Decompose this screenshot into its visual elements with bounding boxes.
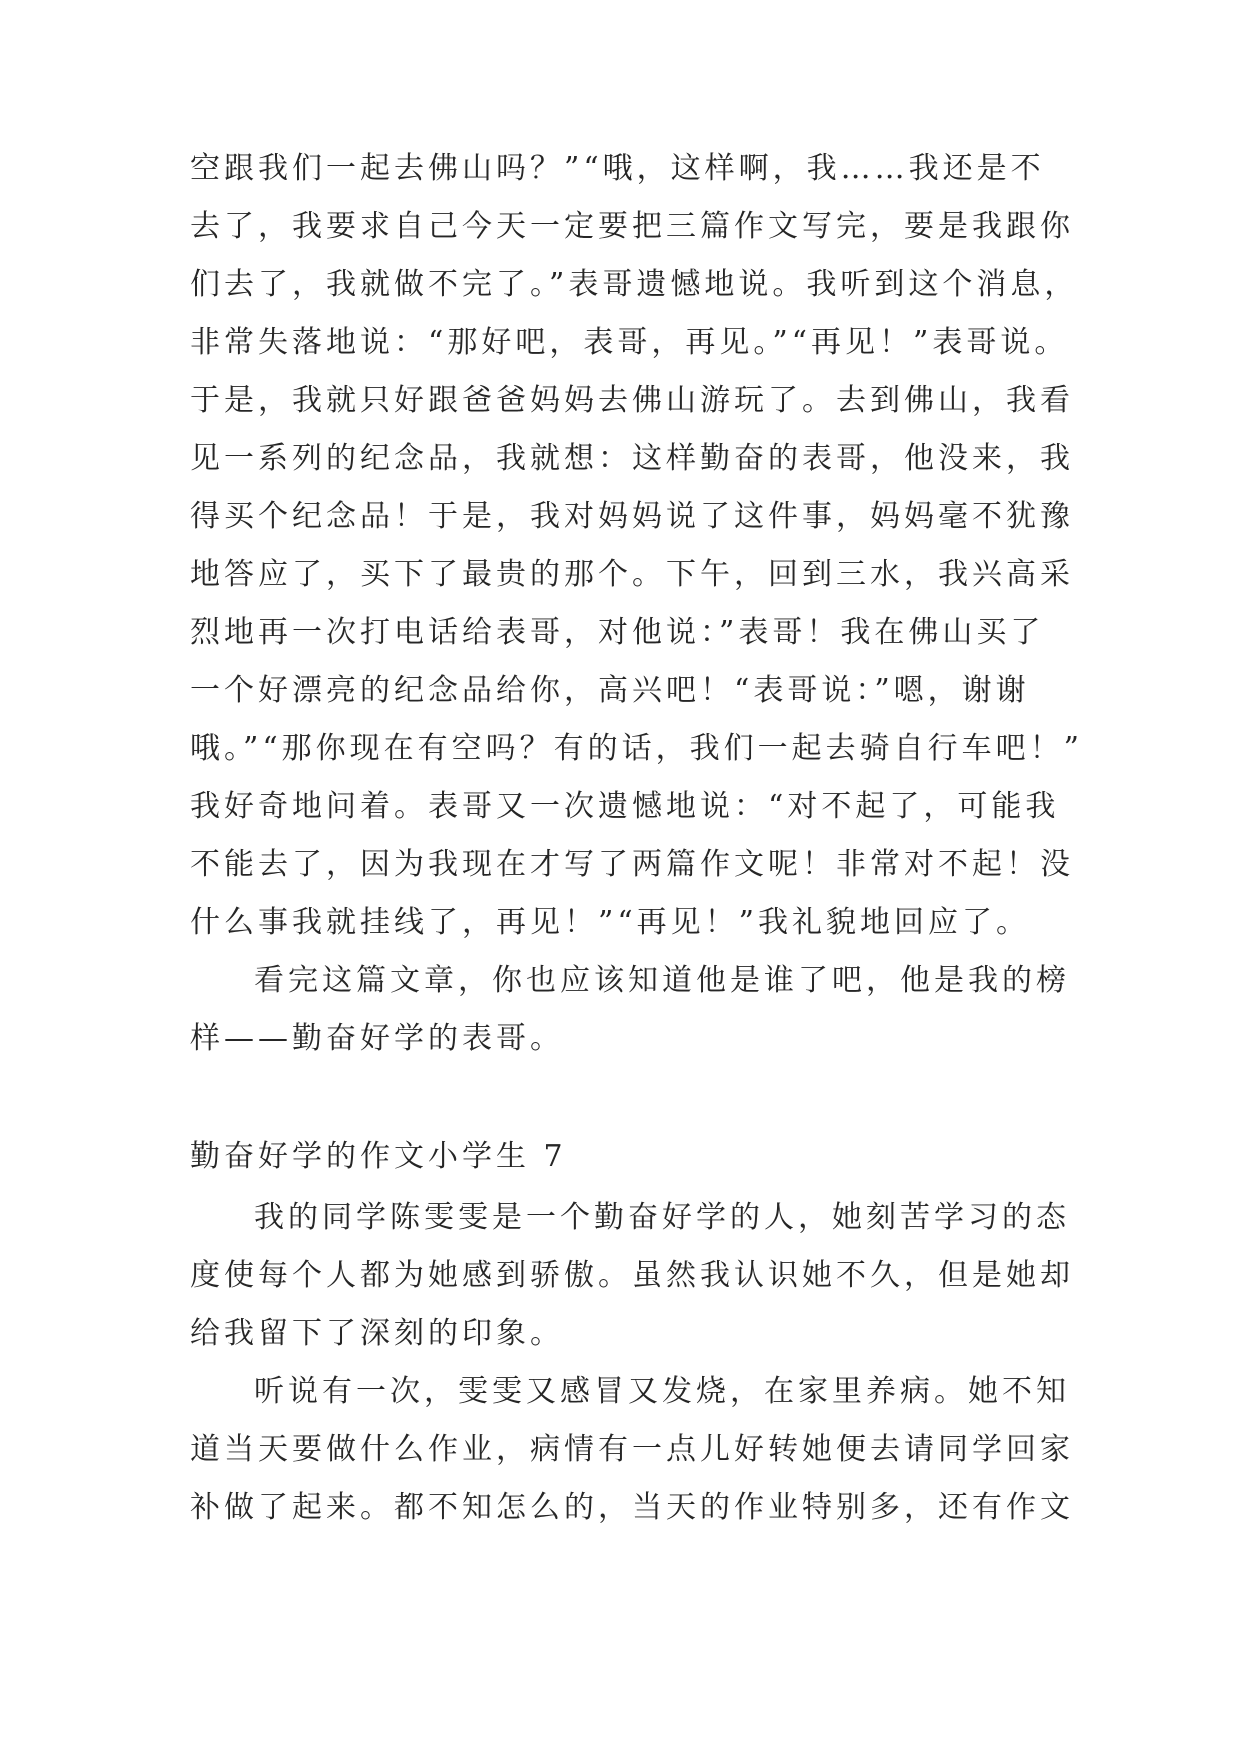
paragraph-first-line: 听说有一次，雯雯又感冒又发烧，在家里养病。她不知 (254, 1374, 1070, 1409)
section-heading: 勤奋好学的作文小学生 7 (190, 1139, 567, 1174)
text-line: 一个好漂亮的纪念品给你，高兴吧！“表哥说：”嗯，谢谢 (190, 673, 1030, 708)
text-line: 烈地再一次打电话给表哥，对他说：”表哥！我在佛山买了 (190, 615, 1045, 650)
text-line: 度使每个人都为她感到骄傲。虽然我认识她不久，但是她却 (190, 1258, 1074, 1293)
text-line: 我好奇地问着。表哥又一次遗憾地说：“对不起了，可能我 (190, 789, 1060, 824)
text-line: 样——勤奋好学的表哥。 (190, 1021, 564, 1056)
text-line: 非常失落地说：“那好吧，表哥，再见。”“再见！”表哥说。 (190, 325, 1069, 360)
text-line: 道当天要做什么作业，病情有一点儿好转她便去请同学回家 (190, 1432, 1074, 1467)
text-line: 得买个纪念品！于是，我对妈妈说了这件事，妈妈毫不犹豫 (190, 499, 1074, 534)
text-line: 不能去了，因为我现在才写了两篇作文呢！非常对不起！没 (190, 847, 1074, 882)
text-line: 去了，我要求自己今天一定要把三篇作文写完，要是我跟你 (190, 209, 1074, 244)
text-line: 补做了起来。都不知怎么的，当天的作业特别多，还有作文 (190, 1490, 1074, 1525)
text-line: 哦。”“那你现在有空吗？有的话，我们一起去骑自行车吧！” (190, 731, 1084, 766)
text-line: 地答应了，买下了最贵的那个。下午，回到三水，我兴高采 (190, 557, 1074, 592)
text-line: 什么事我就挂线了，再见！”“再见！”我礼貌地回应了。 (190, 905, 1031, 940)
paragraph-first-line: 我的同学陈雯雯是一个勤奋好学的人，她刻苦学习的态 (254, 1200, 1070, 1235)
text-line: 给我留下了深刻的印象。 (190, 1316, 564, 1351)
text-line: 空跟我们一起去佛山吗？”“哦，这样啊，我……我还是不 (190, 151, 1045, 186)
text-line: 们去了，我就做不完了。”表哥遗憾地说。我听到这个消息， (190, 267, 1079, 302)
paragraph-first-line: 看完这篇文章，你也应该知道他是谁了吧，他是我的榜 (254, 963, 1070, 998)
text-line: 见一系列的纪念品，我就想：这样勤奋的表哥，他没来，我 (190, 441, 1074, 476)
text-line: 于是，我就只好跟爸爸妈妈去佛山游玩了。去到佛山，我看 (190, 383, 1074, 418)
